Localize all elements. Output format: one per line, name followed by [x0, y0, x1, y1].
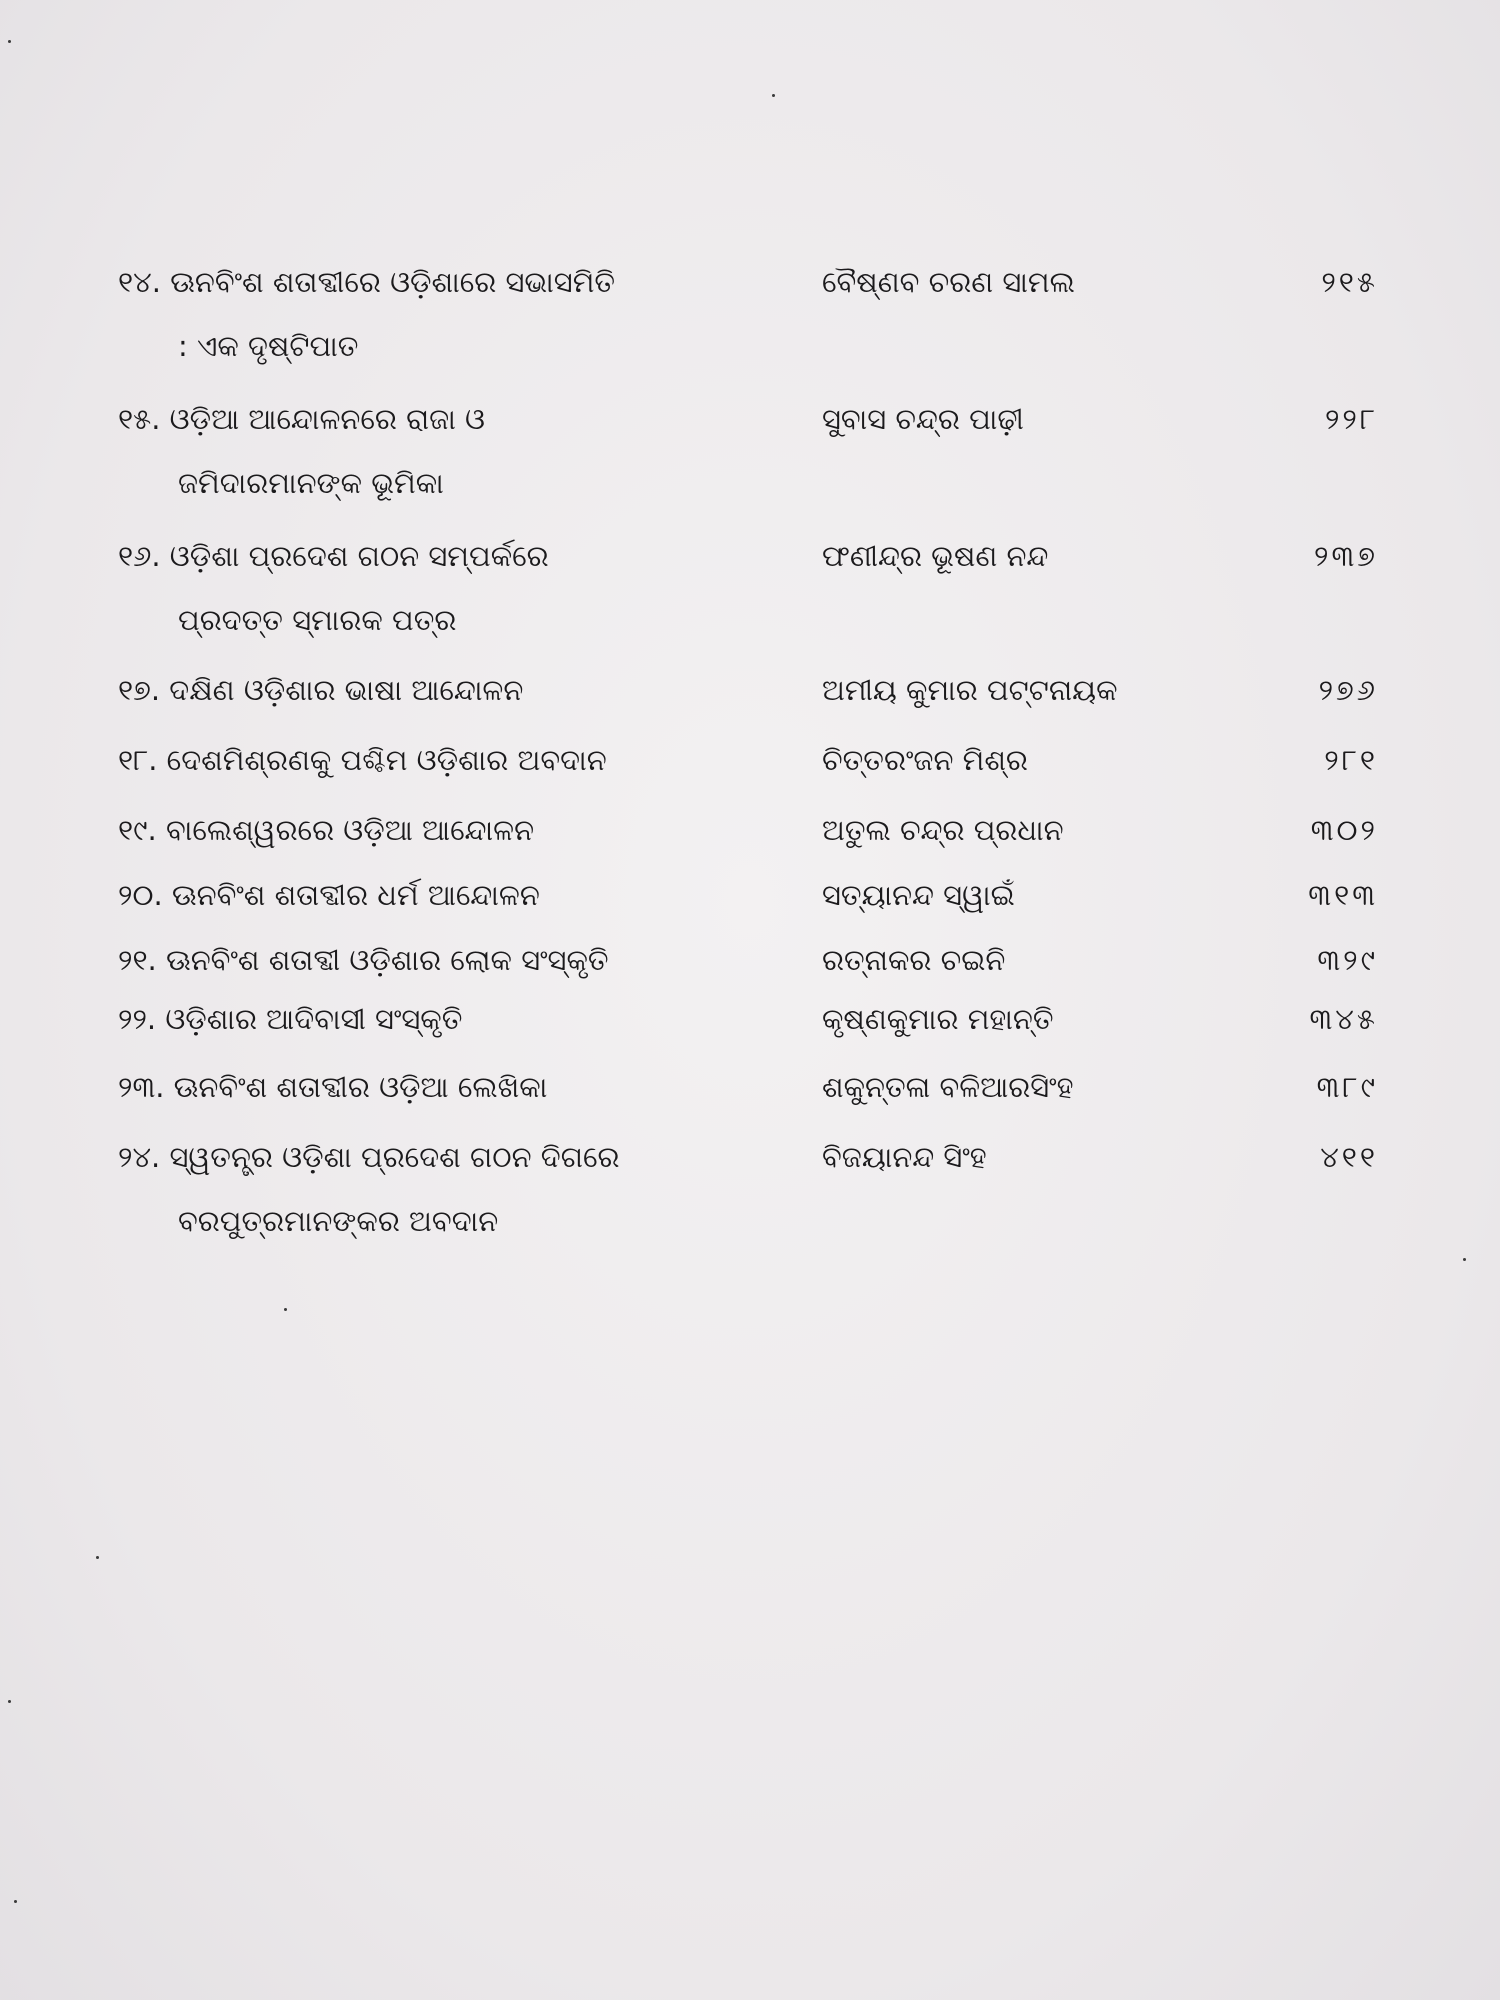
title-line: ପ୍ରଦତ୍ତ ସ୍ମାରକ ପତ୍ର — [178, 603, 457, 637]
entry-page-number: ୪୧୧ — [1320, 1140, 1378, 1174]
title-line: ୧୮. ଦେଶମିଶ୍ରଣକୁ ପଶ୍ଚିମ ଓଡ଼ିଶାର ଅବଦାନ — [118, 743, 607, 777]
entry-title — [118, 524, 718, 652]
entry-title — [118, 1055, 718, 1119]
entry-author: ସତ୍ୟାନନ୍ଦ ସ୍ୱାଇଁ — [822, 878, 1015, 912]
title-line: ୧୬. ଓଡ଼ିଶା ପ୍ରଦେଶ ଗଠନ ସମ୍ପର୍କରେ — [118, 539, 549, 573]
entry-author: ଚିତ୍ତରଂଜନ ମିଶ୍ର — [822, 743, 1028, 777]
entry-title — [118, 658, 718, 722]
title-line: ୨୨. ଓଡ଼ିଶାର ଆଦିବାସୀ ସଂସ୍କୃତି — [118, 1002, 463, 1036]
title-line: ୧୫. ଓଡ଼ିଆ ଆନ୍ଦୋଳନରେ ରାଜା ଓ — [118, 402, 486, 436]
entry-page-number: ୨୭୬ — [1318, 673, 1378, 707]
entry-author: ସୁବାସ ଚନ୍ଦ୍ର ପାଢ଼ୀ — [822, 402, 1024, 436]
entry-author: ଅମୀୟ କୁମାର ପଟ୍ଟନାୟକ — [822, 673, 1118, 707]
entry-title — [118, 798, 718, 862]
title-line: ୨୧. ଊନବିଂଶ ଶତାବ୍ଦୀ ଓଡ଼ିଶାର ଲୋକ ସଂସ୍କୃତି — [118, 943, 609, 977]
entry-title — [118, 387, 718, 515]
entry-page-number: ୩୪୫ — [1309, 1002, 1378, 1036]
entry-page-number: ୨୮୧ — [1324, 743, 1378, 777]
entry-title — [118, 863, 718, 927]
entry-author: ଫଣୀନ୍ଦ୍ର ଭୂଷଣ ନନ୍ଦ — [822, 539, 1049, 573]
entry-author: ରତ୍ନାକର ଚଇନି — [822, 943, 1006, 977]
entry-title — [118, 250, 718, 378]
title-line: ୨୪. ସ୍ୱତନ୍ତ୍ର ଓଡ଼ିଶା ପ୍ରଦେଶ ଗଠନ ଦିଗରେ — [118, 1140, 620, 1174]
title-line: ୨୩. ଊନବିଂଶ ଶତାବ୍ଦୀର ଓଡ଼ିଆ ଲେଖିକା — [118, 1070, 548, 1104]
entry-page-number: ୨୧୫ — [1321, 265, 1378, 299]
entry-page-number: ୨୨୮ — [1324, 402, 1378, 436]
entry-title — [118, 928, 718, 992]
title-line: ୧୭. ଦକ୍ଷିଣ ଓଡ଼ିଶାର ଭାଷା ଆନ୍ଦୋଳନ — [118, 673, 524, 707]
entry-page-number: ୩୧୩ — [1308, 878, 1378, 912]
entry-author: ଅତୁଲ ଚନ୍ଦ୍ର ପ୍ରଧାନ — [822, 813, 1064, 847]
entry-author: ବିଜୟାନନ୍ଦ ସିଂହ — [822, 1140, 987, 1174]
title-line: ଜମିଦାରମାନଙ୍କ ଭୂମିକା — [178, 466, 444, 500]
entry-title — [118, 987, 718, 1051]
title-line: ବରପୁତ୍ରମାନଙ୍କର ଅବଦାନ — [178, 1204, 499, 1238]
title-line: : ଏକ ଦୃଷ୍ଟିପାତ — [178, 329, 359, 363]
entry-page-number: ୩୦୨ — [1310, 813, 1378, 847]
entry-page-number: ୩୨୯ — [1317, 943, 1378, 977]
entry-page-number: ୨୩୭ — [1314, 539, 1378, 573]
title-line: ୧୯. ବାଲେଶ୍ୱରରେ ଓଡ଼ିଆ ଆନ୍ଦୋଳନ — [118, 813, 535, 847]
entry-page-number: ୩୮୯ — [1316, 1070, 1378, 1104]
entry-author: ବୈଷ୍ଣବ ଚରଣ ସାମଲ — [822, 265, 1075, 299]
entry-title — [118, 728, 718, 792]
entry-author: କୃଷ୍ଣକୁମାର ମହାନ୍ତି — [822, 1002, 1054, 1036]
entry-author: ଶକୁନ୍ତଳା ବଳିଆରସିଂହ — [822, 1070, 1074, 1104]
title-line: ୨୦. ଊନବିଂଶ ଶତାବ୍ଦୀର ଧର୍ମ ଆନ୍ଦୋଳନ — [118, 878, 540, 912]
title-line: ୧୪. ଊନବିଂଶ ଶତାବ୍ଦୀରେ ଓଡ଼ିଶାରେ ସଭାସମିତି — [118, 265, 616, 299]
entry-title — [118, 1125, 718, 1253]
